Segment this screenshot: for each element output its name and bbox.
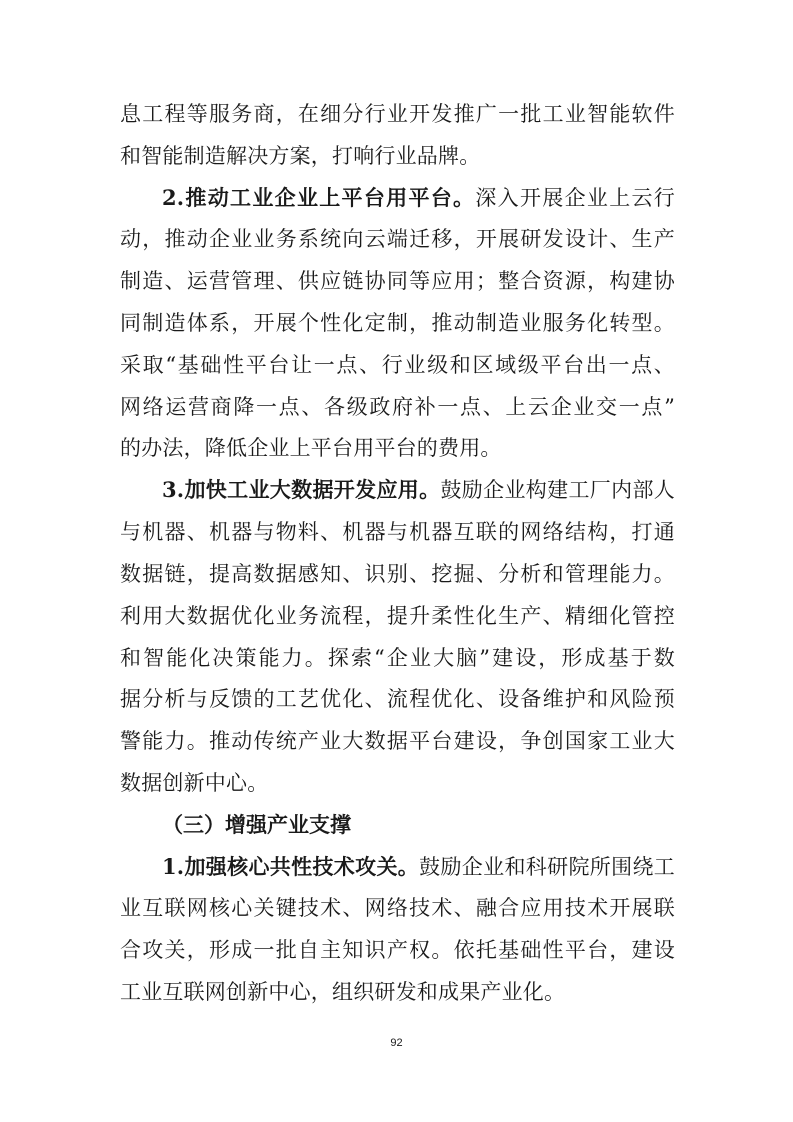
section-heading: （三）增强产业支撑 (162, 813, 351, 837)
body-line: 警能力。推动传统产业大数据平台建设，争创国家工业大 (120, 729, 675, 753)
body-line: 动，推动企业业务系统向云端迁移，开展研发设计、生产 (120, 227, 675, 251)
body-line: 息工程等服务商，在细分行业开发推广一批工业智能软件 (120, 102, 675, 126)
page-number: 92 (390, 1037, 403, 1049)
body-line: 和智能化决策能力。探索“企业大脑”建设，形成基于数 (120, 646, 675, 670)
subsection-title: 3.加快工业大数据开发应用。 (162, 477, 441, 502)
body-line: 据分析与反馈的工艺优化、流程优化、设备维护和风险预 (120, 687, 675, 711)
body-line: 数据创新中心。 (120, 771, 269, 795)
body-line: 网络运营商降一点、各级政府补一点、上云企业交一点” (120, 395, 675, 419)
body-text: 鼓励企业和科研院所围绕工 (419, 855, 675, 879)
paragraph-4-first-line (162, 852, 675, 882)
body-line: 数据链，提高数据感知、识别、挖掘、分析和管理能力。 (120, 562, 675, 586)
body-line: 合攻关，形成一批自主知识产权。依托基础性平台，建设 (120, 938, 675, 962)
paragraph-3-first-line (162, 475, 675, 505)
body-line: 与机器、机器与物料、机器与机器互联的网络结构，打通 (120, 520, 675, 544)
paragraph-2-first-line (162, 183, 675, 213)
body-line: 同制造体系，开展个性化定制，推动制造业服务化转型。 (120, 311, 675, 335)
body-text: 鼓励企业构建工厂内部人 (440, 478, 675, 502)
body-line: 利用大数据优化业务流程，提升柔性化生产、精细化管控 (120, 604, 675, 628)
body-line: 采取“基础性平台让一点、行业级和区域级平台出一点、 (120, 353, 675, 377)
body-line: 工业互联网创新中心，组织研发和成果产业化。 (120, 980, 566, 1004)
body-line: 的办法，降低企业上平台用平台的费用。 (120, 436, 502, 460)
body-line: 业互联网核心关键技术、网络技术、融合应用技术开展联 (120, 896, 675, 920)
body-text: 深入开展企业上云行 (475, 186, 675, 210)
body-line: 和智能制造解决方案，打响行业品牌。 (120, 144, 481, 168)
subsection-title: 1.加强核心共性技术攻关。 (162, 854, 420, 879)
subsection-title: 2.推动工业企业上平台用平台。 (162, 185, 476, 210)
body-line: 制造、运营管理、供应链协同等应用；整合资源，构建协 (120, 269, 675, 293)
